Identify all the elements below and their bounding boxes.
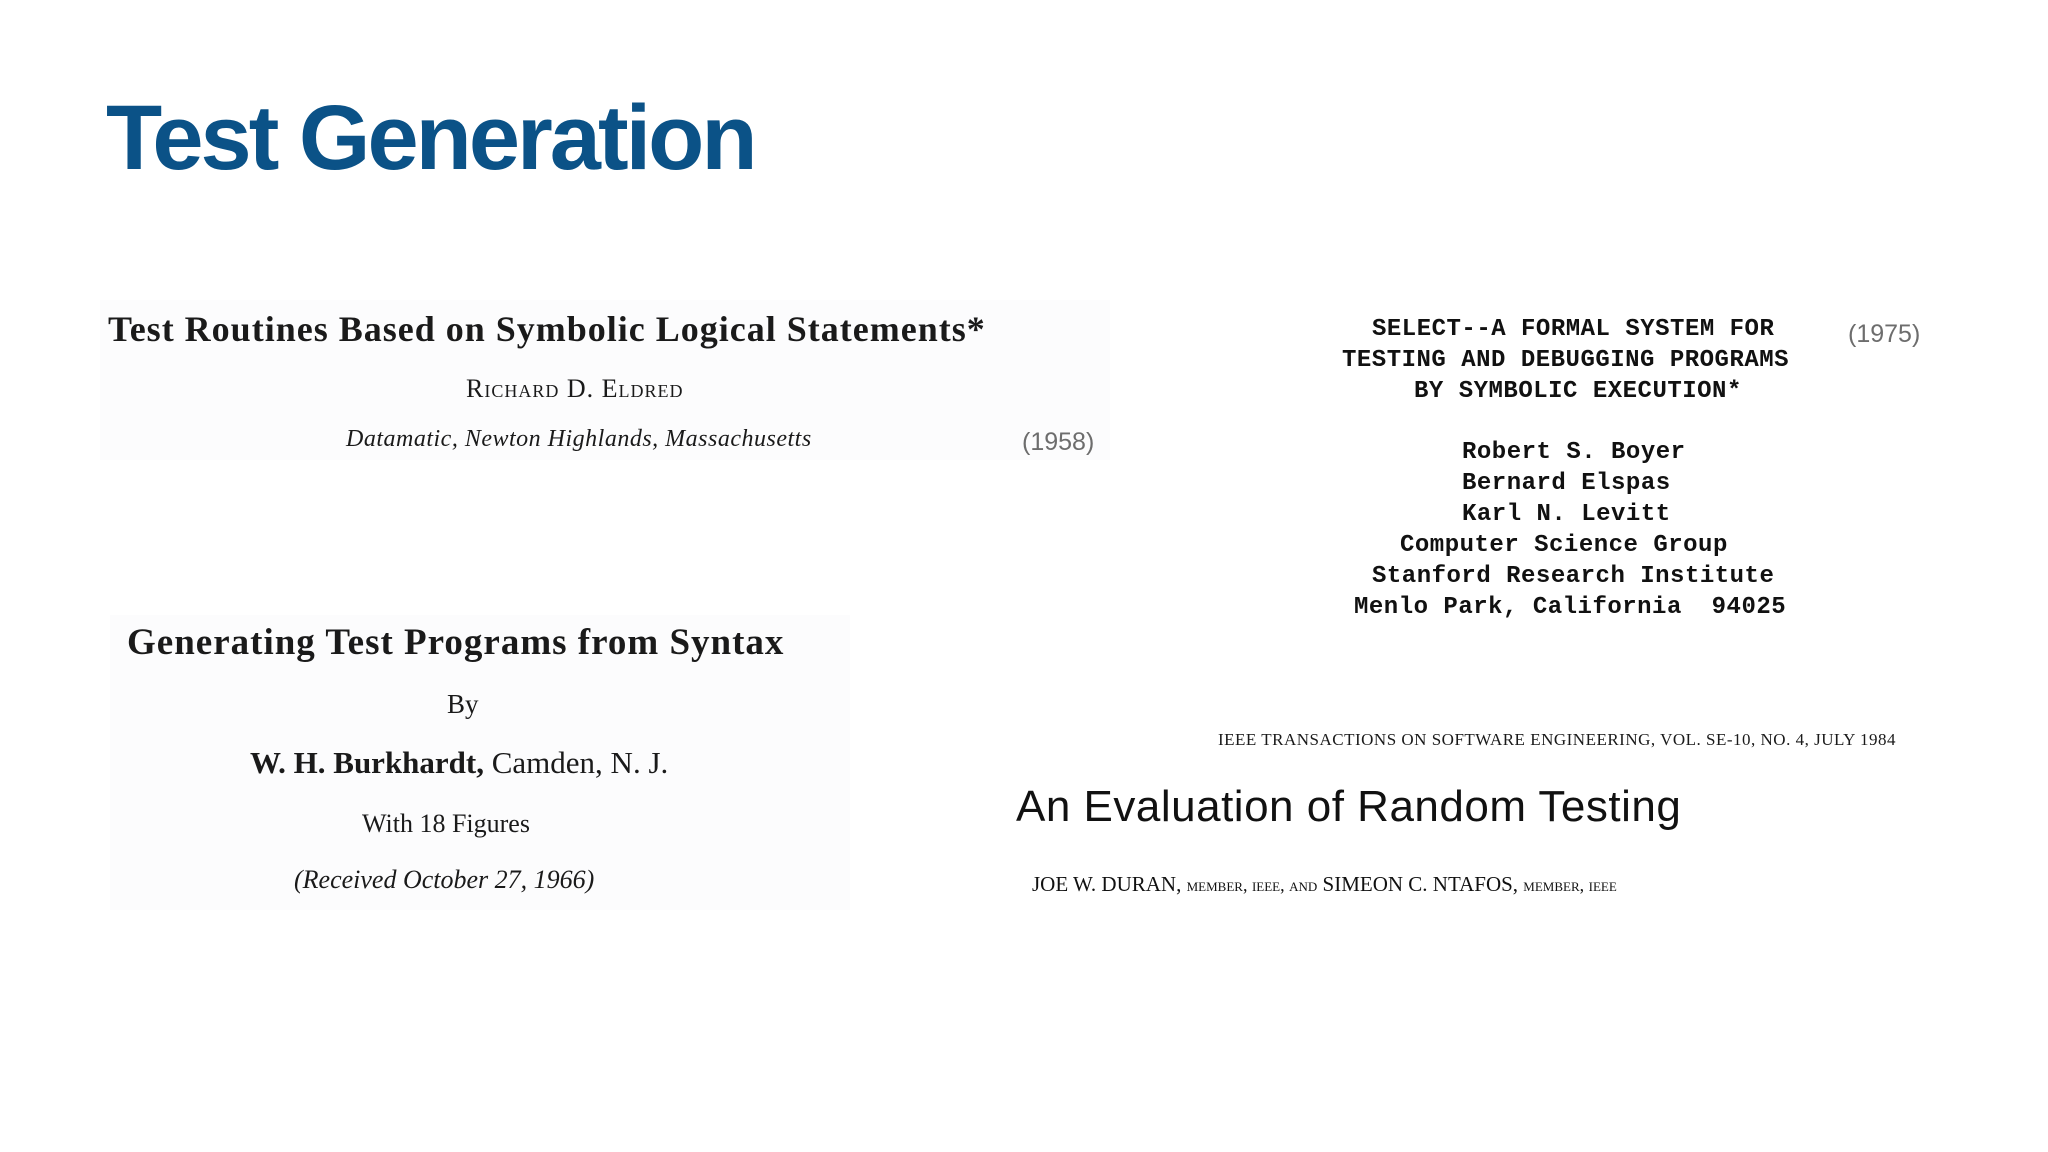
paper-clipping-eldred (100, 300, 1110, 460)
paper-affiliation-line: Stanford Research Institute (1372, 563, 1775, 590)
paper-by-label: By (447, 689, 479, 719)
paper-title-line: BY SYMBOLIC EXECUTION* (1414, 378, 1742, 405)
paper-authors (1032, 872, 1617, 897)
paper-author-name: JOE W. DURAN, (1032, 872, 1182, 896)
paper-affiliation-line: Computer Science Group (1400, 532, 1728, 559)
paper-title-line: SELECT--A FORMAL SYSTEM FOR (1372, 316, 1775, 343)
paper-author: Richard D. Eldred (466, 374, 684, 403)
paper-title: An Evaluation of Random Testing (1016, 782, 1682, 831)
paper-author-name: SIMEON C. NTAFOS, (1322, 872, 1519, 896)
paper-affiliation-line: Menlo Park, California 94025 (1354, 594, 1787, 621)
paper-clipping-duran (1000, 720, 1990, 920)
paper-author-role: member, ieee, and (1186, 875, 1318, 895)
paper-author: Robert S. Boyer (1462, 439, 1686, 466)
paper-figures-note: With 18 Figures (362, 809, 530, 838)
paper-author: Karl N. Levitt (1462, 501, 1671, 528)
paper-author: Bernard Elspas (1462, 470, 1671, 497)
paper-author-place: Camden, N. J. (491, 745, 669, 780)
slide-title: Test Generation (106, 87, 755, 189)
paper-received-date: (Received October 27, 1966) (294, 865, 595, 894)
paper-clipping-select (1330, 300, 1930, 630)
year-label-select: (1975) (1848, 320, 1921, 348)
year-label-eldred: (1958) (1022, 428, 1095, 456)
paper-author-name: W. H. Burkhardt, (250, 745, 484, 780)
paper-title: Generating Test Programs from Syntax (127, 622, 785, 663)
paper-author-role: member, ieee (1523, 875, 1617, 895)
paper-affiliation: Datamatic, Newton Highlands, Massachusetts (346, 426, 812, 452)
paper-clipping-burkhardt (110, 615, 850, 910)
journal-header: IEEE TRANSACTIONS ON SOFTWARE ENGINEERING, VOL. SE-10, NO. 4, JULY 1984 (1218, 730, 1897, 749)
paper-author (250, 745, 668, 781)
paper-title: Test Routines Based on Symbolic Logical Statements* (108, 309, 986, 349)
paper-title-line: TESTING AND DEBUGGING PROGRAMS (1342, 347, 1790, 374)
